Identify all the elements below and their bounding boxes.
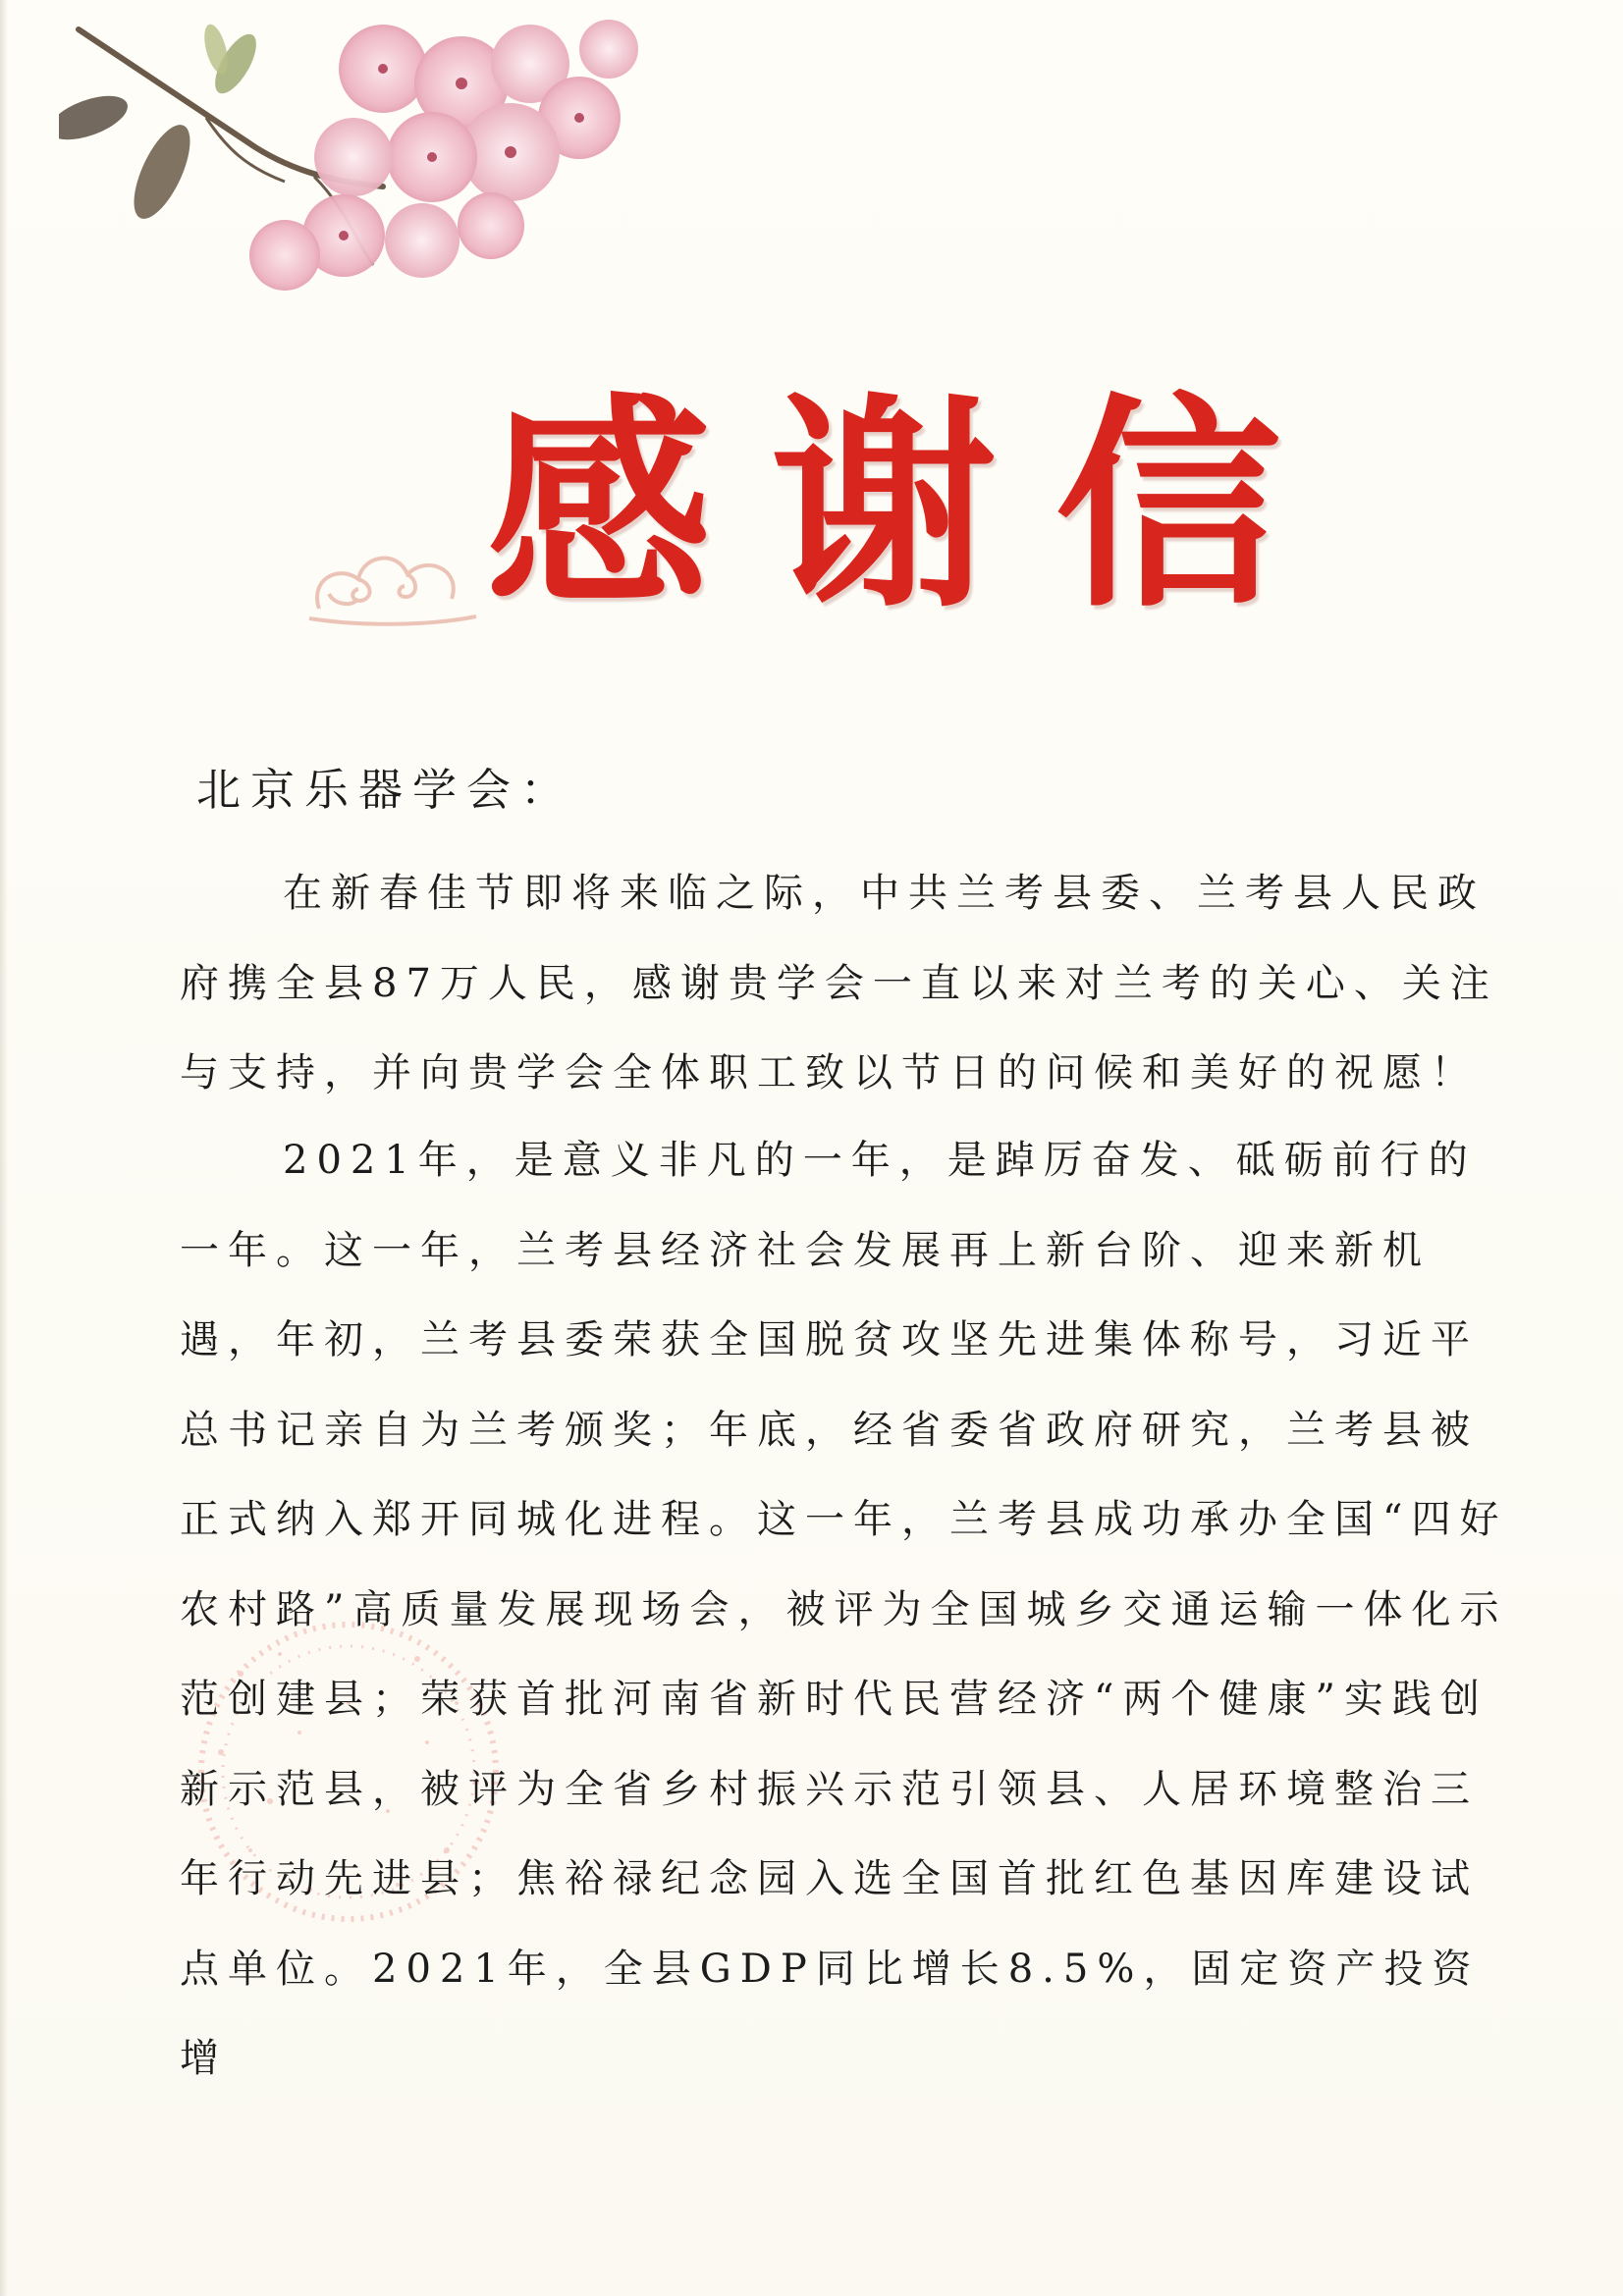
scan-edge-shadow (0, 0, 8, 2296)
cloud-swirl-icon (299, 510, 486, 638)
paragraph-2: 2021年，是意义非凡的一年，是踔厉奋发、砥砺前行的一年。这一年，兰考县经济社会发展再上新台阶、迎来新机遇，年初，兰考县委荣获全国脱贫攻坚先进集体称号，习近平总书记亲自为兰考颁奖；年底，经省委省政府研究，兰考县被正式纳入郑开同城化进程。这一年，兰考县成功承办全国“四好农村路”高质量发展现场会，被评为全国城乡交通运输一体化示范创建县；荣获首批河南省新时代民营经济“两个健康”实践创新示范县，被评为全省乡村振兴示范引领县、人居环境整治三年行动先进县；焦裕禄纪念园入选全国首批红色基因库建设试点单位。2021年，全县GDP同比增长8.5%，固定资产投资增 (180, 1138, 1508, 2081)
title-char-1: 感 (485, 373, 712, 638)
salutation: 北京乐器学会： (196, 764, 575, 816)
title-char-3: 信 (1055, 373, 1281, 638)
blossom-branch-icon (59, 10, 648, 334)
paragraph-1: 在新春佳节即将来临之际，中共兰考县委、兰考县人民政府携全县87万人民，感谢贵学会一直以来对兰考的关心、关注与支持，并向贵学会全体职工致以节日的问候和美好的祝愿！ (180, 871, 1498, 1095)
letter-title (471, 373, 1296, 638)
title-char-2: 谢 (770, 373, 997, 638)
